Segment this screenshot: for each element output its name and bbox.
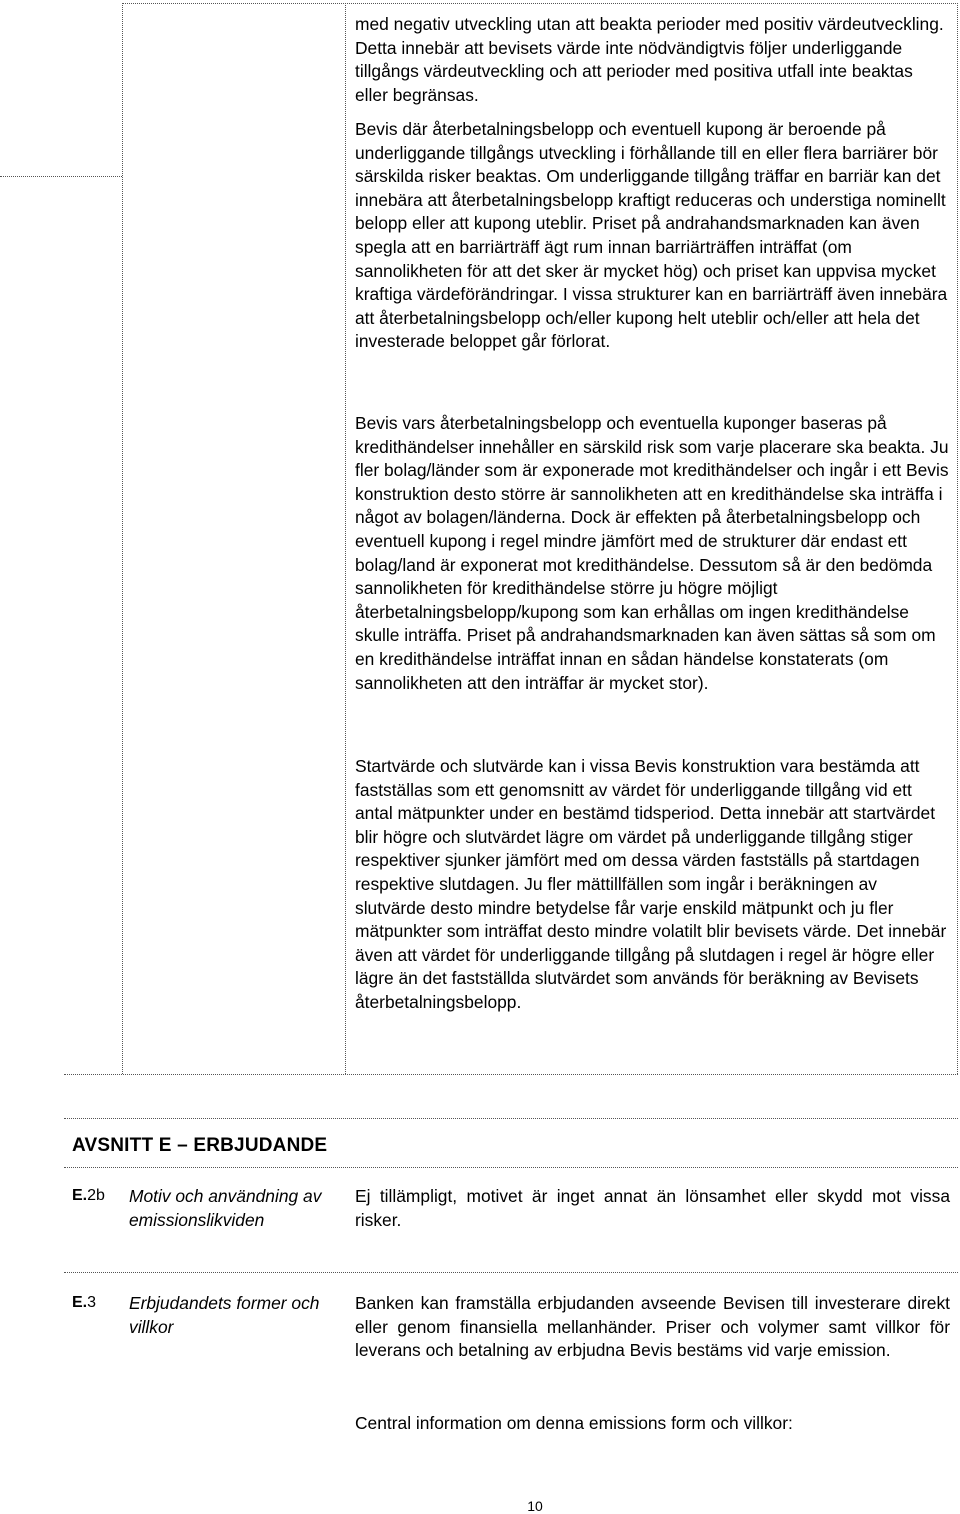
row-text-e3-central-info: Central information om denna emissions form och villkor: xyxy=(355,1413,793,1433)
table-right-border xyxy=(957,3,958,1074)
section-bottom-border xyxy=(64,1167,958,1168)
paragraph-barriarer: Bevis där återbetalningsbelopp och eventuell kupong är beroende på underliggande tillgångs utveckling i förhållande till en eller flera barriärer bör särskilda risker beaktas. Om underliggande tillgång träffar en barriär kan det innebära att återbetalningsbelopp kraftigt reduceras och understiga nominellt belopp eller att kupong uteblir. Priset på andrahandsmarknaden kan även spegla att en barriärträff ägt rum innan barriärträffen inträffat (om sannolikheten för att det sker är mycket hög) och priset kan uppvisa mycket kraftiga värdeförändringar. I vissa strukturer kan en barriärträff även innebära att återbetalningsbelopp och/eller kupong helt uteblir och/eller att hela det investerade beloppet går förlorat. xyxy=(355,119,948,352)
row-divider xyxy=(64,1272,958,1273)
section-top-border xyxy=(64,1118,958,1119)
row-text-e2b: Ej tillämpligt, motivet är inget annat än lönsamhet eller skydd mot vissa risker. xyxy=(355,1186,950,1230)
row-text-e3: Banken kan framställa erbjudanden avseende Bevisen till investerare direkt eller genom finansiella mellanhänder. Priser och volymer samt villkor för leverans och betalning av erbjudna Bevis bestäms vid varje emission. xyxy=(355,1293,950,1361)
paragraph-kredithandelser: Bevis vars återbetalningsbelopp och eventuella kuponger baseras på kredithändelser innehåller en särskild risk som varje placerare ska beakta. Ju fler bolag/länder som är exponerade mot kredithändelser och ingår i ett Bevis konstruktion desto större är sannolikheten att en kredithändelse ska inträffa i något av bolagen/länderna. Dock är effekten på återbetalningsbelopp och eventuell kupong i regel mindre jämfört med de strukturer där endast ett bolag/land är exponerat mot kredithändelse. Dessutom så är den bedömda sannolikheten för kredithändelse större ju högre möjligt återbetalningsbelopp/kupong som kan erhållas om ingen kredithändelse skulle inträffa. Priset på andrahandsmarknaden kan även sättas så som om en kredithändelse inträffat innan en sådan händelse konstaterats (om sannolikheten att den inträffar är mycket stor). xyxy=(355,413,949,693)
row-code-e3: E.3 xyxy=(72,1294,97,1311)
table-left-border xyxy=(122,3,123,1074)
table-bottom-border xyxy=(64,1074,958,1075)
section-title: AVSNITT E – ERBJUDANDE xyxy=(72,1135,328,1156)
row-marker-line xyxy=(0,176,122,177)
paragraph-negativ-utveckling: med negativ utveckling utan att beakta perioder med positiv värdeutveckling. Detta innebär att bevisets värde inte nödvändigtvis följer underliggande tillgångs värdeutveckling och att perioder med positiva utfall inte beaktas eller begränsas. xyxy=(355,14,944,105)
page-number: 10 xyxy=(527,1498,543,1514)
table-top-border xyxy=(122,3,958,4)
paragraph-startvarde-slutvarde: Startvärde och slutvärde kan i vissa Bevis konstruktion vara bestämda att fastställas som ett genomsnitt av värdet för underliggande tillgång vid ett antal mätpunkter under en bestämd tidsperiod. Detta innebär att startvärdet blir högre och slutvärdet lägre om värdet på underliggande tillgång stiger respektiver sjunker jämfört med om dessa värden fastställs på startdagen respektive slutdagen. Ju fler mättillfällen som ingår i beräkningen av slutvärde desto mindre betydelse får varje enskild mätpunkt och ju fler mätpunkter som inträffat desto mindre volatilt blir bevisets värde. Det innebär även att värdet för underliggande tillgång på slutdagen i regel är högre eller lägre än det fastställda slutvärdet som används för beräkning av Bevisets återbetalningsbelopp. xyxy=(355,756,947,1012)
column-divider xyxy=(345,3,346,1074)
row-code-e2b: E.2b xyxy=(72,1187,105,1204)
row-label-erbjudandets-former: Erbjudandets former och villkor xyxy=(129,1293,320,1337)
row-label-motiv: Motiv och användning av emissionslikviden xyxy=(129,1186,322,1230)
